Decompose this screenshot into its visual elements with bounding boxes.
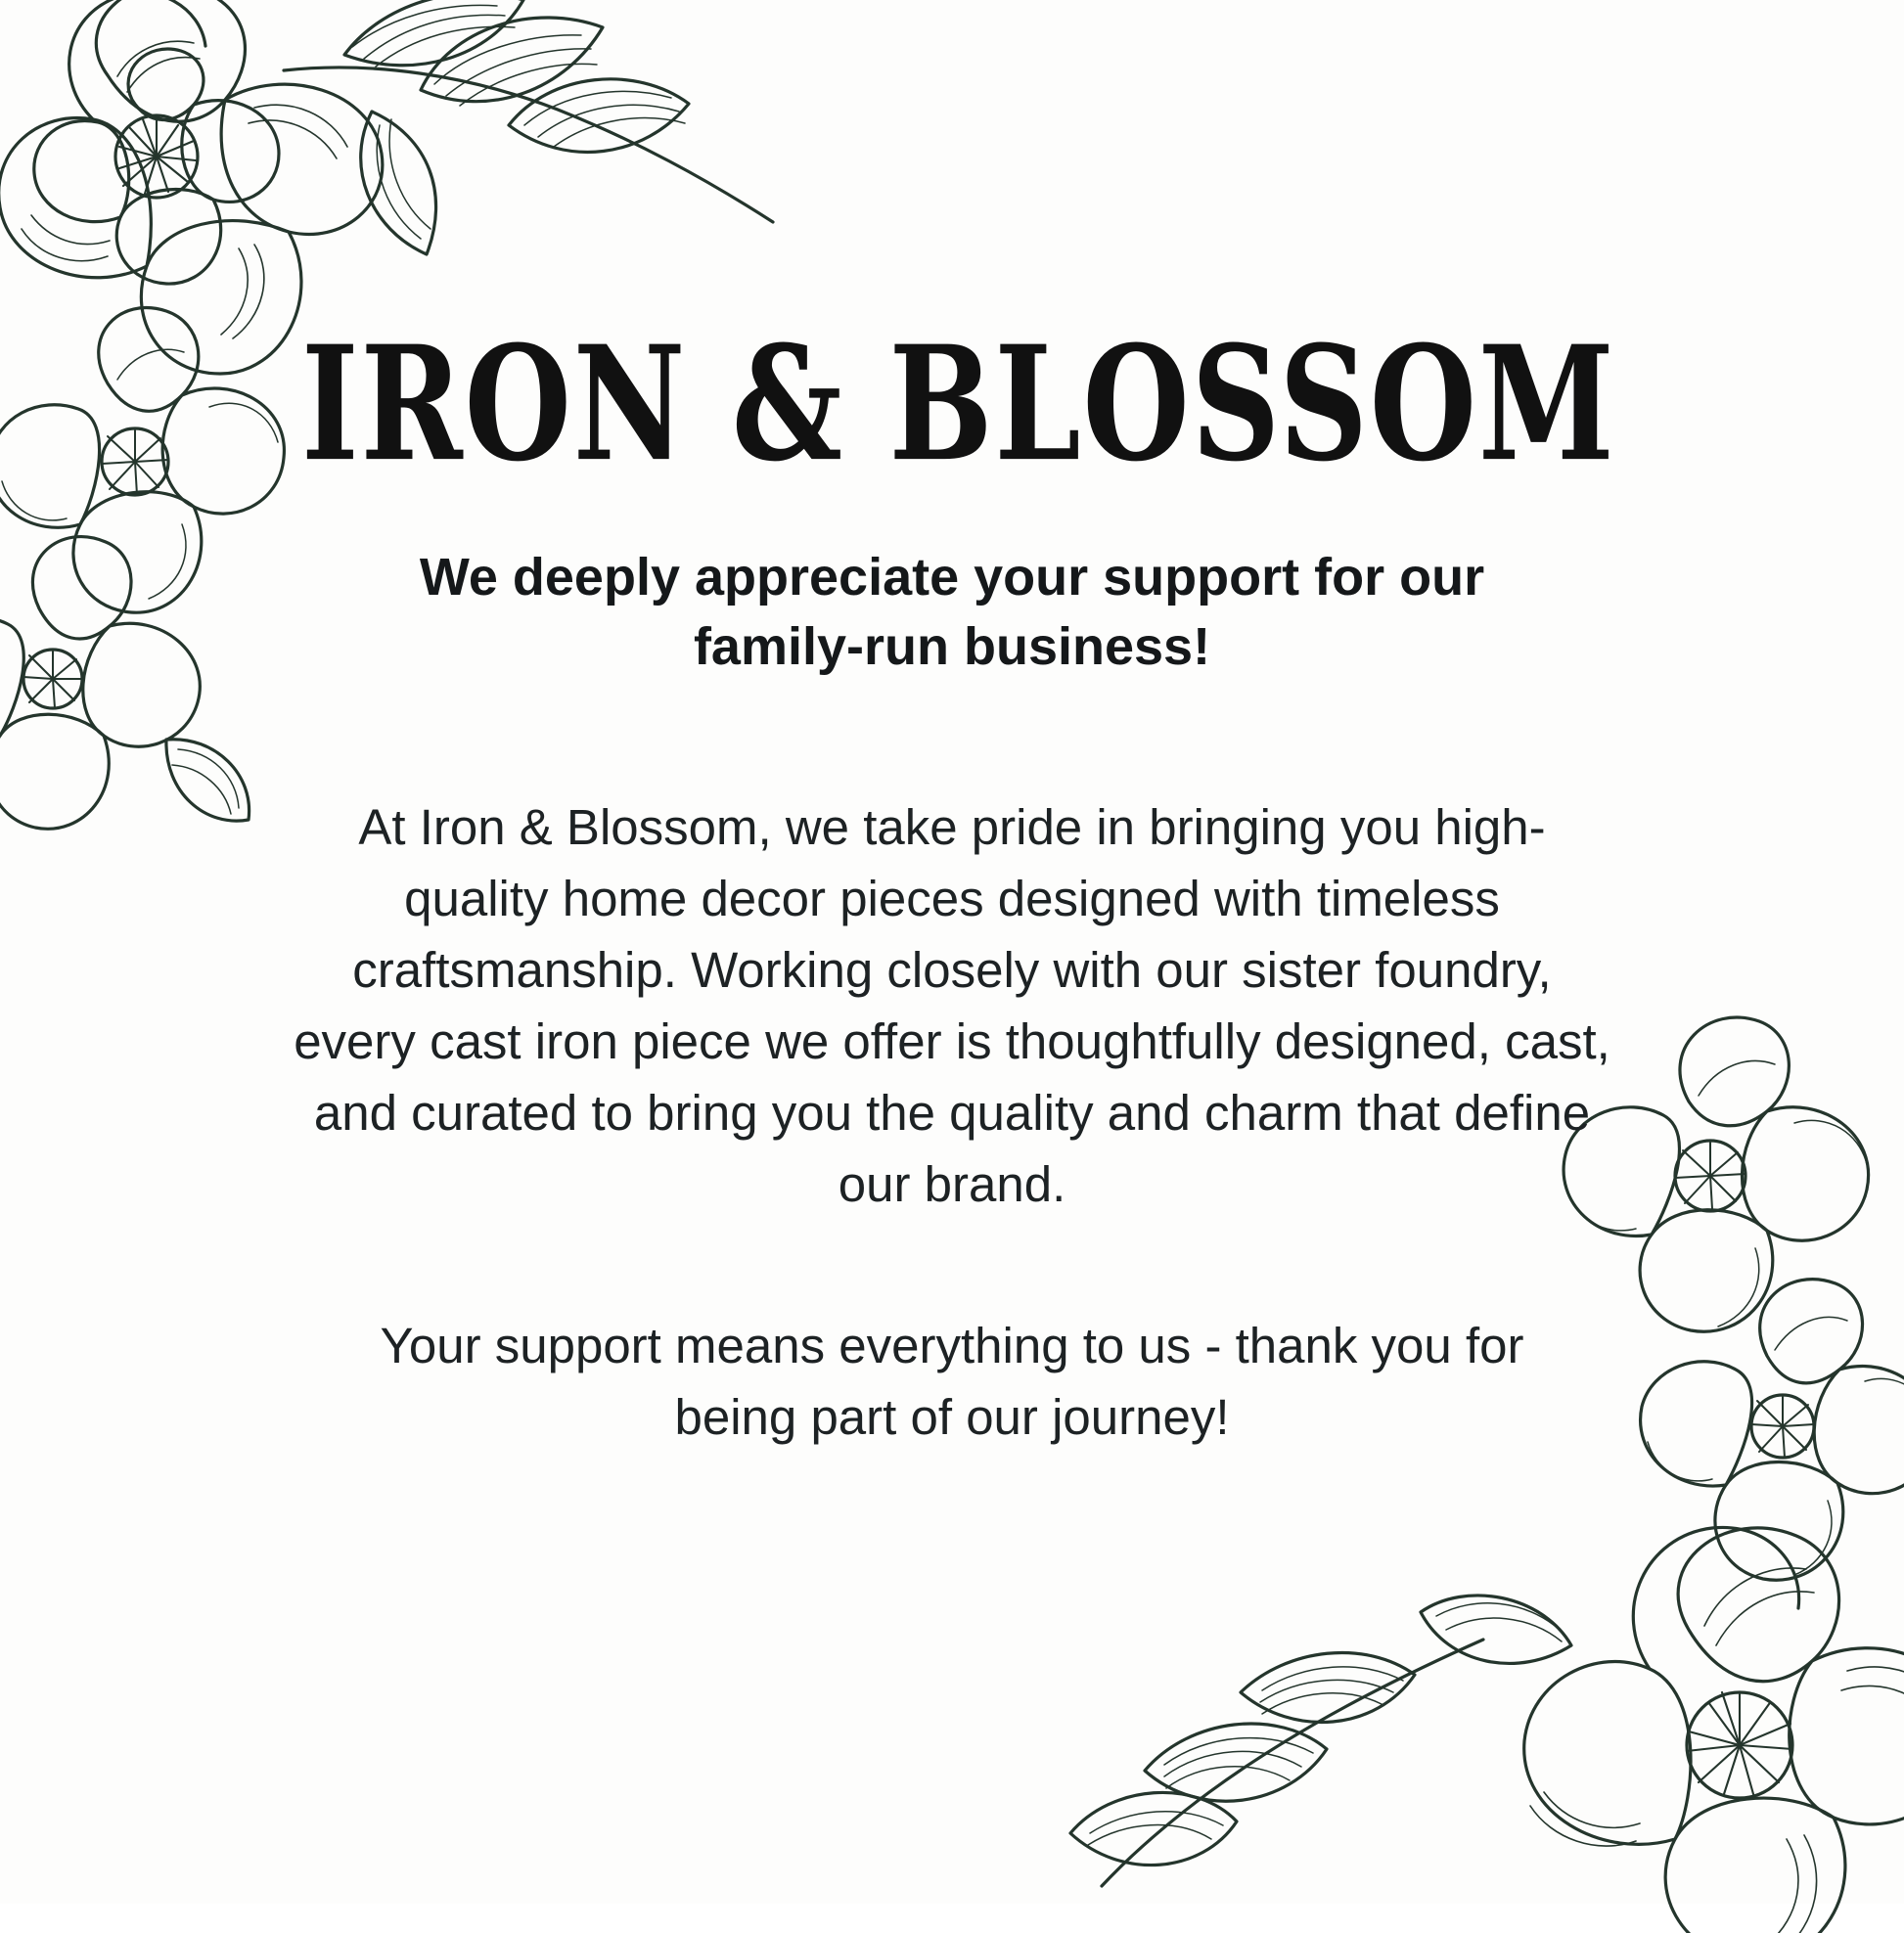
page-title: IRON & BLOSSOM	[301, 312, 1616, 498]
body-paragraph-1: At Iron & Blossom, we take pride in bringing you high-quality home decor pieces designed with timeless craftsmanship. Working closely with our sister foundry, every cast iron piece we offer is thoughtfully designed, cast, and curated to bring you the quality and charm that define our brand.	[294, 799, 1610, 1212]
headline-text: We deeply appreciate your support for our family-run business!	[419, 547, 1485, 677]
card-content	[267, 312, 1637, 1454]
body-paragraph-2: Your support means everything to us - thank you for being part of our journey!	[380, 1317, 1524, 1445]
